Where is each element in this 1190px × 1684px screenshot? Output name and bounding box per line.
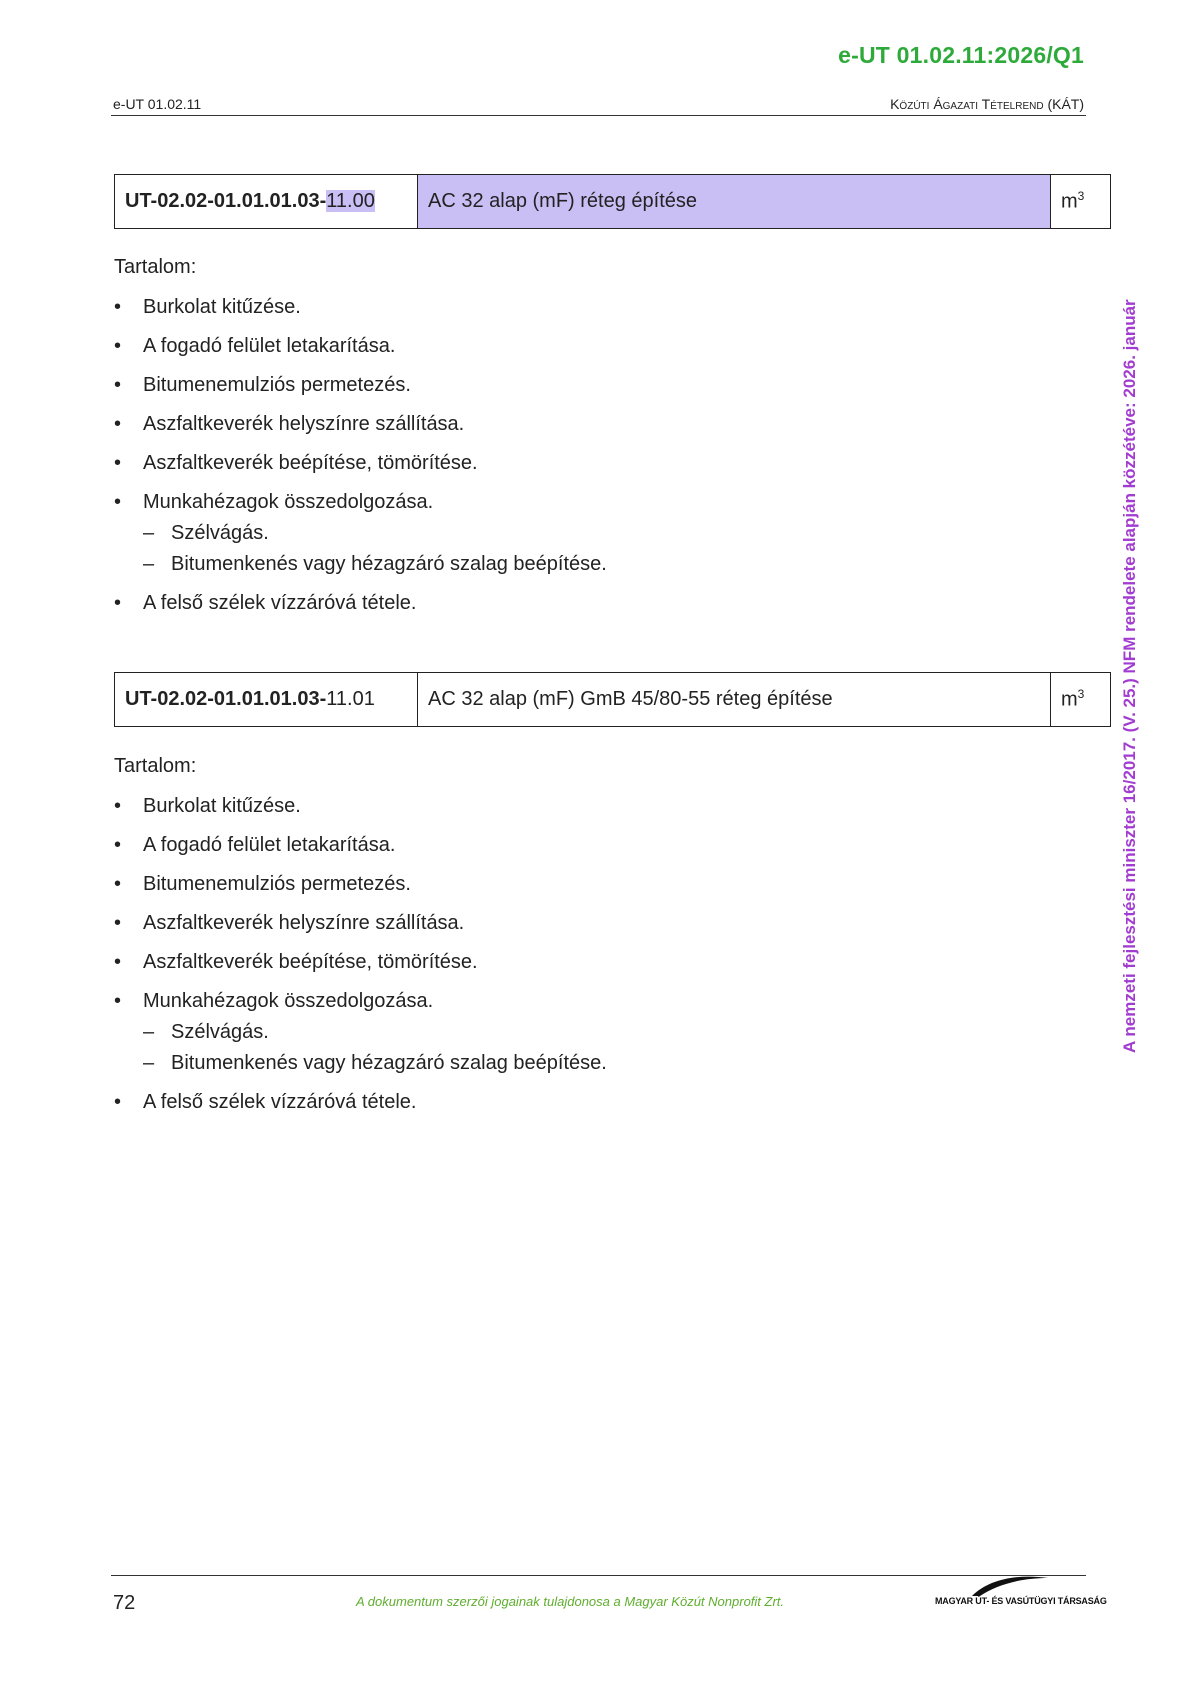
item-table-2: [114, 672, 1111, 727]
item-code-suffix: 11.01: [326, 688, 375, 710]
sub-list-item: – Bitumenkenés vagy hézagzáró szalag beépítése.: [143, 1051, 607, 1075]
sub-list: [143, 1020, 607, 1075]
sub-list-item: – Szélvágás.: [143, 1020, 607, 1044]
item-row: [115, 175, 1111, 229]
list-item: • Aszfaltkeverék beépítése, tömörítése.: [114, 451, 607, 475]
list-item: • Aszfaltkeverék helyszínre szállítása.: [114, 412, 607, 436]
item-title: AC 32 alap (mF) réteg építése: [418, 175, 1051, 229]
content-list-1: [114, 295, 607, 630]
unit-exponent: 3: [1077, 189, 1085, 204]
sub-list-item: – Szélvágás.: [143, 521, 607, 545]
item-unit: [1051, 673, 1111, 727]
list-item: • Bitumenemulziós permetezés.: [114, 872, 607, 896]
list-item-with-sublist: [114, 989, 607, 1075]
item-code-cell: [115, 673, 418, 727]
sub-list-item: – Bitumenkenés vagy hézagzáró szalag beépítése.: [143, 552, 607, 576]
list-item-with-sublist: [114, 490, 607, 576]
item-code: UT-02.02-01.01.01.03-: [125, 190, 327, 212]
unit-base: m: [1061, 190, 1078, 213]
list-item: • Aszfaltkeverék beépítése, tömörítése.: [114, 950, 607, 974]
header-divider: [111, 115, 1086, 116]
list-item: • A fogadó felület letakarítása.: [114, 833, 607, 857]
content-label: Tartalom:: [114, 755, 197, 777]
sub-list: [143, 521, 607, 576]
list-item: • Aszfaltkeverék helyszínre szállítása.: [114, 911, 607, 935]
header-left-code: e-UT 01.02.11: [113, 96, 202, 112]
content-label: Tartalom:: [114, 256, 197, 278]
header-right-title: Közúti Ágazati Tételrend (KÁT): [890, 96, 1084, 112]
list-item-label: Munkahézagok összedolgozása.: [143, 491, 434, 513]
list-item: • Burkolat kitűzése.: [114, 295, 607, 319]
content-list-2: [114, 794, 607, 1129]
road-swoosh-icon: [970, 1572, 1050, 1598]
item-table-1: [114, 174, 1111, 229]
item-row: [115, 673, 1111, 727]
unit-exponent: 3: [1077, 687, 1085, 702]
list-item: • A felső szélek vízzáróvá tétele.: [114, 591, 607, 615]
item-code-cell: [115, 175, 418, 229]
item-unit: [1051, 175, 1111, 229]
footer-copyright: A dokumentum szerzői jogainak tulajdonosa a Magyar Közút Nonprofit Zrt.: [356, 1594, 785, 1609]
logo-text: MAGYAR ÚT- ÉS VASÚTÜGYI TÁRSASÁG: [935, 1596, 1107, 1606]
list-item-label: Munkahézagok összedolgozása.: [143, 990, 434, 1012]
society-logo: [935, 1570, 1107, 1616]
item-code: UT-02.02-01.01.01.03-: [125, 688, 327, 710]
list-item: • A felső szélek vízzáróvá tétele.: [114, 1090, 607, 1114]
list-item: • A fogadó felület letakarítása.: [114, 334, 607, 358]
page-number: 72: [113, 1592, 136, 1614]
list-item: • Bitumenemulziós permetezés.: [114, 373, 607, 397]
side-publication-note: A nemzeti fejlesztési miniszter 16/2017. (V. 25.) NFM rendelete alapján közzétéve: 2026. január: [1120, 299, 1139, 1053]
unit-base: m: [1061, 688, 1078, 711]
document-code: e-UT 01.02.11:2026/Q1: [838, 42, 1084, 68]
list-item: • Burkolat kitűzése.: [114, 794, 607, 818]
item-code-suffix: 11.00: [326, 190, 375, 212]
item-title: AC 32 alap (mF) GmB 45/80-55 réteg építése: [418, 673, 1051, 727]
